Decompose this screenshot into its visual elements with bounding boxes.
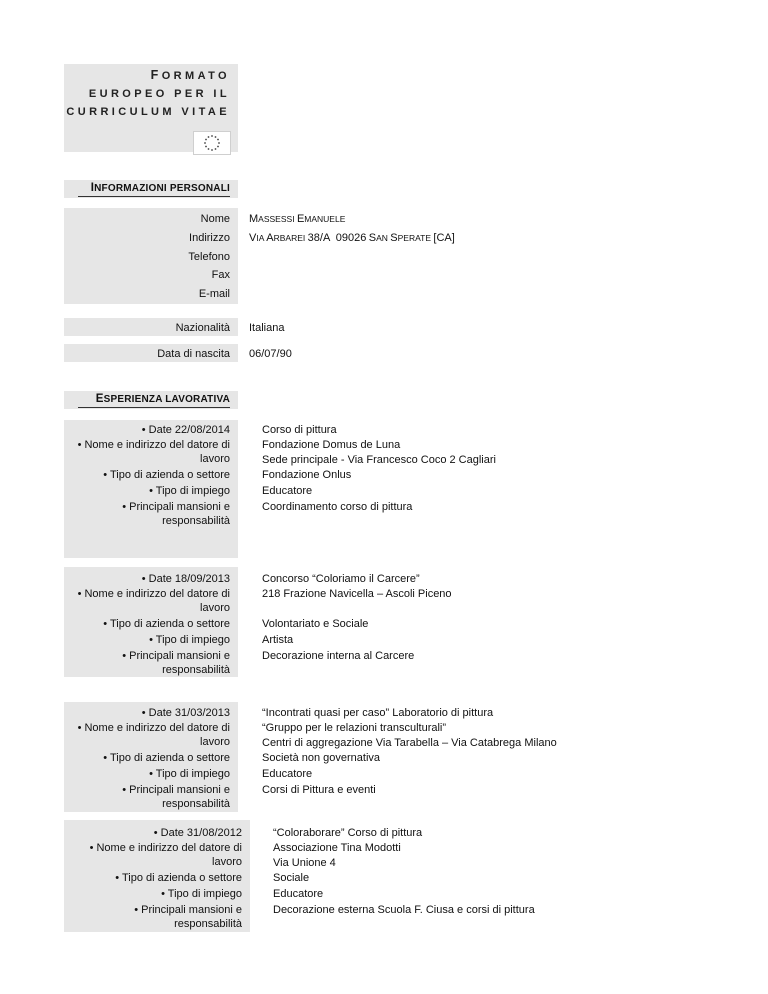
value-line: Artista: [262, 634, 294, 646]
label-indirizzo: Indirizzo: [189, 232, 230, 244]
value-line: Società non governativa: [262, 752, 381, 764]
value-line: Educatore: [273, 888, 324, 900]
label-nome: Nome: [200, 213, 230, 225]
value-data-nascita: 06/07/90: [249, 348, 292, 360]
title-line-3: CURRICULUM VITAE: [66, 106, 230, 118]
title-line-1: FORMATO: [150, 68, 230, 82]
value-line: Fondazione Domus de Luna: [262, 439, 401, 451]
label-data-nascita: Data di nascita: [157, 348, 230, 360]
value-line: Educatore: [262, 485, 313, 497]
value-line: Centri di aggregazione Via Tarabella – Via Catabrega Milano: [262, 737, 557, 749]
value-line: Corso di pittura: [262, 424, 337, 436]
section-underline: [78, 196, 230, 197]
label-email: E-mail: [198, 288, 230, 300]
label-date: • Date 31/03/2013: [141, 707, 230, 719]
title-line-2: EUROPEO PER IL: [88, 88, 230, 100]
value-line: Coordinamento corso di pittura: [262, 501, 413, 513]
label-employer-cont: lavoro: [212, 856, 242, 868]
label-employer-cont: lavoro: [200, 453, 230, 465]
label-type: • Tipo di impiego: [161, 888, 242, 900]
cv-title: [64, 66, 230, 121]
label-sector: • Tipo di azienda o settore: [115, 872, 242, 884]
label-duties: • Principali mansioni e: [122, 501, 230, 513]
label-telefono: Telefono: [188, 251, 230, 263]
label-date: • Date 31/08/2012: [153, 827, 242, 839]
value-line: “Coloraborare” Corso di pittura: [273, 827, 423, 839]
eu-flag-icon-svg: [194, 132, 230, 154]
label-duties-cont: responsabilità: [162, 515, 230, 527]
value-line: Decorazione interna al Carcere: [262, 650, 415, 662]
value-line: Fondazione Onlus: [262, 469, 352, 481]
label-sector: • Tipo di azienda o settore: [103, 618, 230, 630]
eu-flag-icon: [193, 131, 231, 155]
label-fax: Fax: [211, 269, 230, 281]
label-nazionalita: Nazionalità: [175, 322, 230, 334]
label-type: • Tipo di impiego: [149, 485, 230, 497]
label-date: • Date 22/08/2014: [141, 424, 230, 436]
label-type: • Tipo di impiego: [149, 634, 230, 646]
value-line: Corsi di Pittura e eventi: [262, 784, 376, 796]
label-employer: • Nome e indirizzo del datore di: [77, 439, 230, 451]
label-sector: • Tipo di azienda o settore: [103, 752, 230, 764]
value-nome: MASSESSI EMANUELE: [249, 213, 346, 225]
value-line: Educatore: [262, 768, 313, 780]
value-line: Sociale: [273, 872, 310, 884]
section-title-personal: INFORMAZIONI PERSONALI: [78, 182, 230, 194]
label-duties: • Principali mansioni e: [134, 904, 242, 916]
label-duties: • Principali mansioni e: [122, 784, 230, 796]
value-line: Decorazione esterna Scuola F. Ciusa e corsi di pittura: [273, 904, 535, 916]
value-line: Via Unione 4: [273, 857, 336, 869]
value-line: “Incontrati quasi per caso” Laboratorio di pittura: [262, 707, 494, 719]
label-employer: • Nome e indirizzo del datore di: [89, 842, 242, 854]
label-duties-cont: responsabilità: [162, 798, 230, 810]
value-nazionalita: Italiana: [249, 322, 285, 334]
value-line: “Gruppo per le relazioni transculturali”: [262, 722, 447, 734]
value-line: Volontariato e Sociale: [262, 618, 369, 630]
value-indirizzo: VIA ARBAREI 38/A 09026 SAN SPERATE [CA]: [249, 232, 455, 244]
label-employer-cont: lavoro: [200, 736, 230, 748]
value-line: Associazione Tina Modotti: [273, 842, 401, 854]
section-title-experience: ESPERIENZA LAVORATIVA: [78, 393, 230, 405]
value-line: 218 Frazione Navicella – Ascoli Piceno: [262, 588, 452, 600]
section-underline: [78, 407, 230, 408]
label-duties-cont: responsabilità: [162, 664, 230, 676]
label-employer: • Nome e indirizzo del datore di: [77, 722, 230, 734]
label-employer-cont: lavoro: [200, 602, 230, 614]
label-duties: • Principali mansioni e: [122, 650, 230, 662]
value-line: Concorso “Coloriamo il Carcere”: [262, 573, 420, 585]
label-employer: • Nome e indirizzo del datore di: [77, 588, 230, 600]
label-date: • Date 18/09/2013: [141, 573, 230, 585]
label-sector: • Tipo di azienda o settore: [103, 469, 230, 481]
value-line: Sede principale - Via Francesco Coco 2 Cagliari: [262, 454, 496, 466]
label-duties-cont: responsabilità: [174, 918, 242, 930]
label-type: • Tipo di impiego: [149, 768, 230, 780]
